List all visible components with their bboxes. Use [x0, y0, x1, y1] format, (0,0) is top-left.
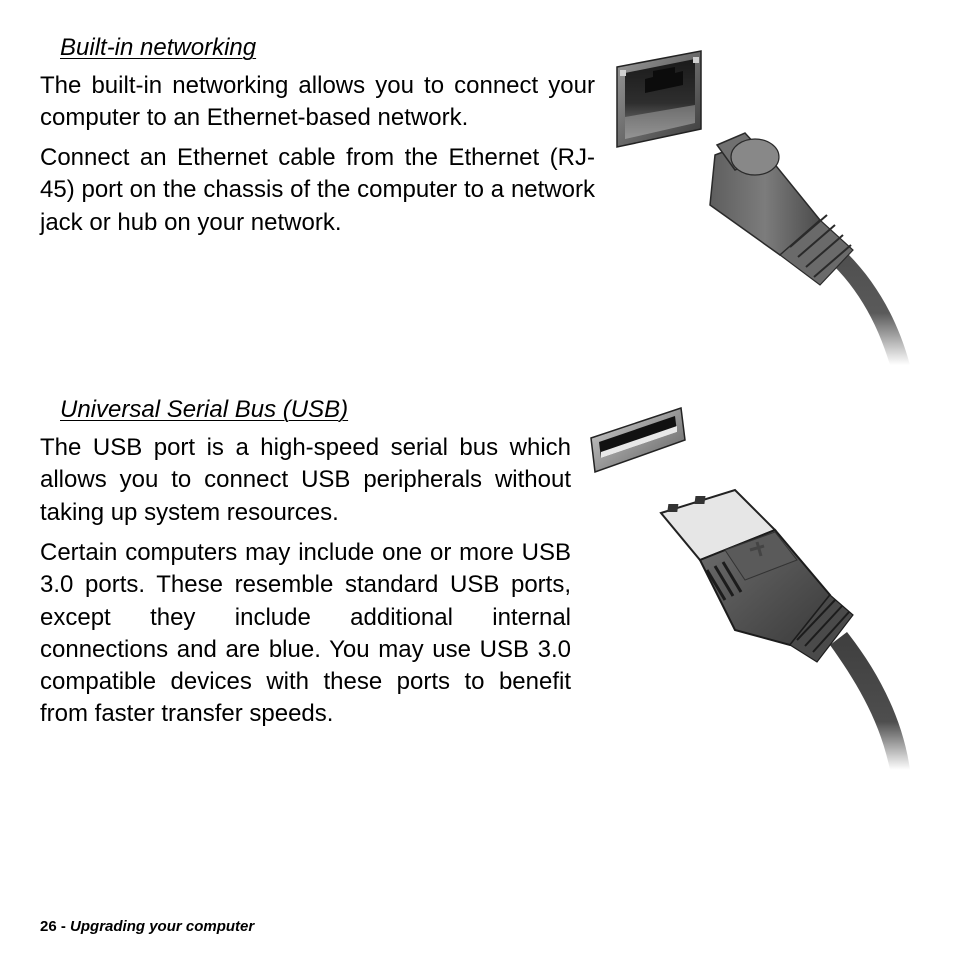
chapter-title: Upgrading your computer [70, 918, 255, 935]
ethernet-port-and-cable-icon [605, 45, 910, 365]
section-heading-networking: Built-in networking [60, 34, 257, 61]
page-number: 26 [40, 918, 57, 935]
networking-paragraph-2: Connect an Ethernet cable from the Ethernet (RJ-45) port on the chassis of the computer to a network jack or hub on your network. [40, 144, 595, 236]
page-footer [40, 917, 254, 937]
footer-separator: - [56, 918, 71, 935]
usb-port-and-plug-icon [585, 400, 915, 770]
networking-paragraph-1: The built-in networking allows you to connect your computer to an Ethernet-based network. [40, 72, 595, 132]
usb-paragraph-2: Certain computers may include one or more USB 3.0 ports. These resemble standard USB ports, except they include additional internal connections and are blue. You may use USB 3.0 compatible devices with these ports to benefit from faster transfer speeds. [40, 539, 571, 728]
usb-paragraph-1: The USB port is a high-speed serial bus which allows you to connect USB peripherals without taking up system resources. [40, 434, 571, 526]
section-heading-usb: Universal Serial Bus (USB) [60, 396, 349, 423]
